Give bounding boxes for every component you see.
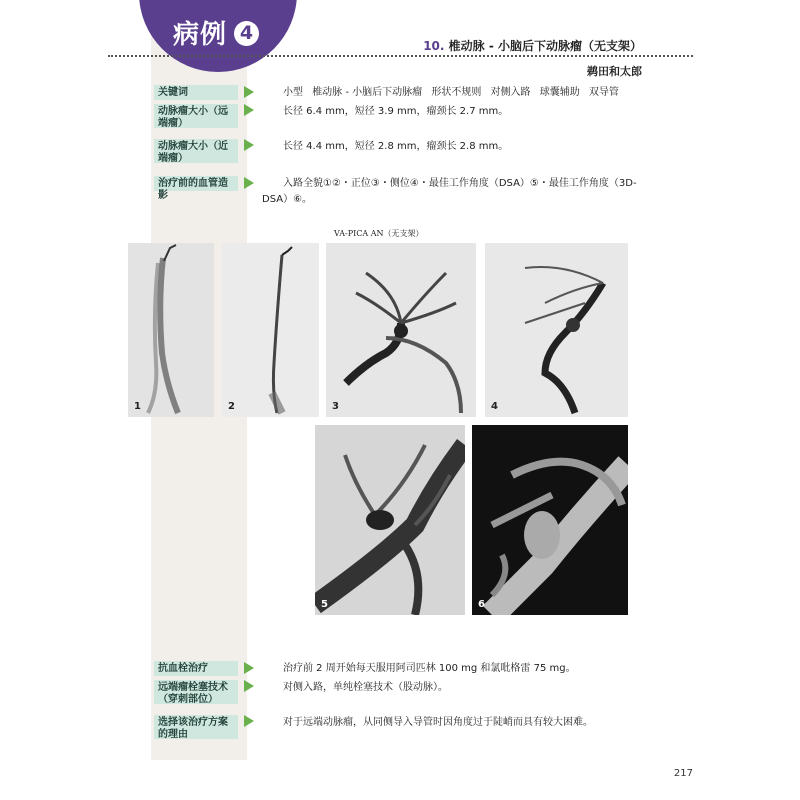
panel-number: 6 — [478, 599, 485, 610]
panel-number: 4 — [491, 401, 498, 412]
angiogram-panel-4 — [485, 243, 628, 417]
label-proximal-size: 动脉瘤大小（近端瘤） — [154, 139, 238, 163]
keyword: 形状不规则 — [431, 87, 482, 98]
angiogram-panel-3 — [326, 243, 476, 417]
page-number: 217 — [673, 768, 693, 779]
angiography-text-line2: DSA）⑥。 — [262, 194, 313, 205]
label-distal-size: 动脉瘤大小（远端瘤） — [154, 104, 238, 128]
panel-number: 1 — [134, 401, 141, 412]
reason-text: 对于远端动脉瘤，从同侧导入导管时因角度过于陡峭而具有较大困难。 — [283, 717, 593, 728]
label-antithrombotic: 抗血栓治疗 — [154, 661, 238, 676]
angiogram-image — [485, 243, 628, 417]
angiogram-panel-5 — [315, 425, 465, 615]
author: 鹈田和太郎 — [587, 65, 642, 78]
angiogram-image — [315, 425, 465, 615]
case-number: 4 — [234, 21, 259, 46]
label-keywords: 关键词 — [154, 85, 238, 100]
arrow-icon — [244, 104, 254, 116]
label-angiography: 治疗前的血管造影 — [154, 176, 238, 191]
angiography-text-line1: 入路全貌①②・正位③・侧位④・最佳工作角度（DSA）⑤・最佳工作角度（3D- — [283, 178, 637, 189]
label-reason: 选择该治疗方案的理由 — [154, 715, 238, 739]
keyword: 小型 — [283, 87, 303, 98]
antithrombotic-text: 治疗前 2 周开始每天服用阿司匹林 100 mg 和氯吡格雷 75 mg。 — [283, 663, 576, 674]
distal-size-text: 长径 6.4 mm，短径 3.9 mm，瘤颈长 2.7 mm。 — [283, 106, 509, 117]
chapter-number: 10. — [423, 39, 445, 53]
angiogram-image — [222, 243, 319, 417]
panel-number: 5 — [321, 599, 328, 610]
keyword: 球囊辅助 — [539, 87, 580, 98]
header-dotted-divider — [108, 55, 693, 57]
angiogram-panel-6 — [472, 425, 628, 615]
angiogram-image — [128, 243, 214, 417]
arrow-icon — [244, 715, 254, 727]
arrow-icon — [244, 662, 254, 674]
panel-number: 2 — [228, 401, 235, 412]
arrow-icon — [244, 139, 254, 151]
angiogram-panel-2 — [222, 243, 319, 417]
arrow-icon — [244, 86, 254, 98]
keywords-list — [283, 85, 625, 100]
arrow-icon — [244, 680, 254, 692]
keyword: 双导管 — [588, 87, 619, 98]
3d-dsa-image — [472, 425, 628, 615]
panel-number: 3 — [332, 401, 339, 412]
chapter-title — [423, 37, 642, 54]
keyword: 椎动脉 - 小脑后下动脉瘤 — [312, 87, 423, 98]
case-title: 病例 — [173, 20, 228, 50]
angiogram-panel-1 — [128, 243, 214, 417]
keyword: 对侧入路 — [490, 87, 531, 98]
proximal-size-text: 长径 4.4 mm，短径 2.8 mm，瘤颈长 2.8 mm。 — [283, 141, 509, 152]
arrow-icon — [244, 177, 254, 189]
label-embolization: 远端瘤栓塞技术（穿刺部位） — [154, 680, 238, 704]
figure-caption: VA-PICA AN（无支架） — [334, 229, 424, 238]
chapter-title-text: 椎动脉 - 小脑后下动脉瘤（无支架） — [448, 39, 642, 53]
angiogram-image — [326, 243, 476, 417]
embolization-text: 对侧入路，单纯栓塞技术（股动脉）。 — [283, 682, 448, 693]
